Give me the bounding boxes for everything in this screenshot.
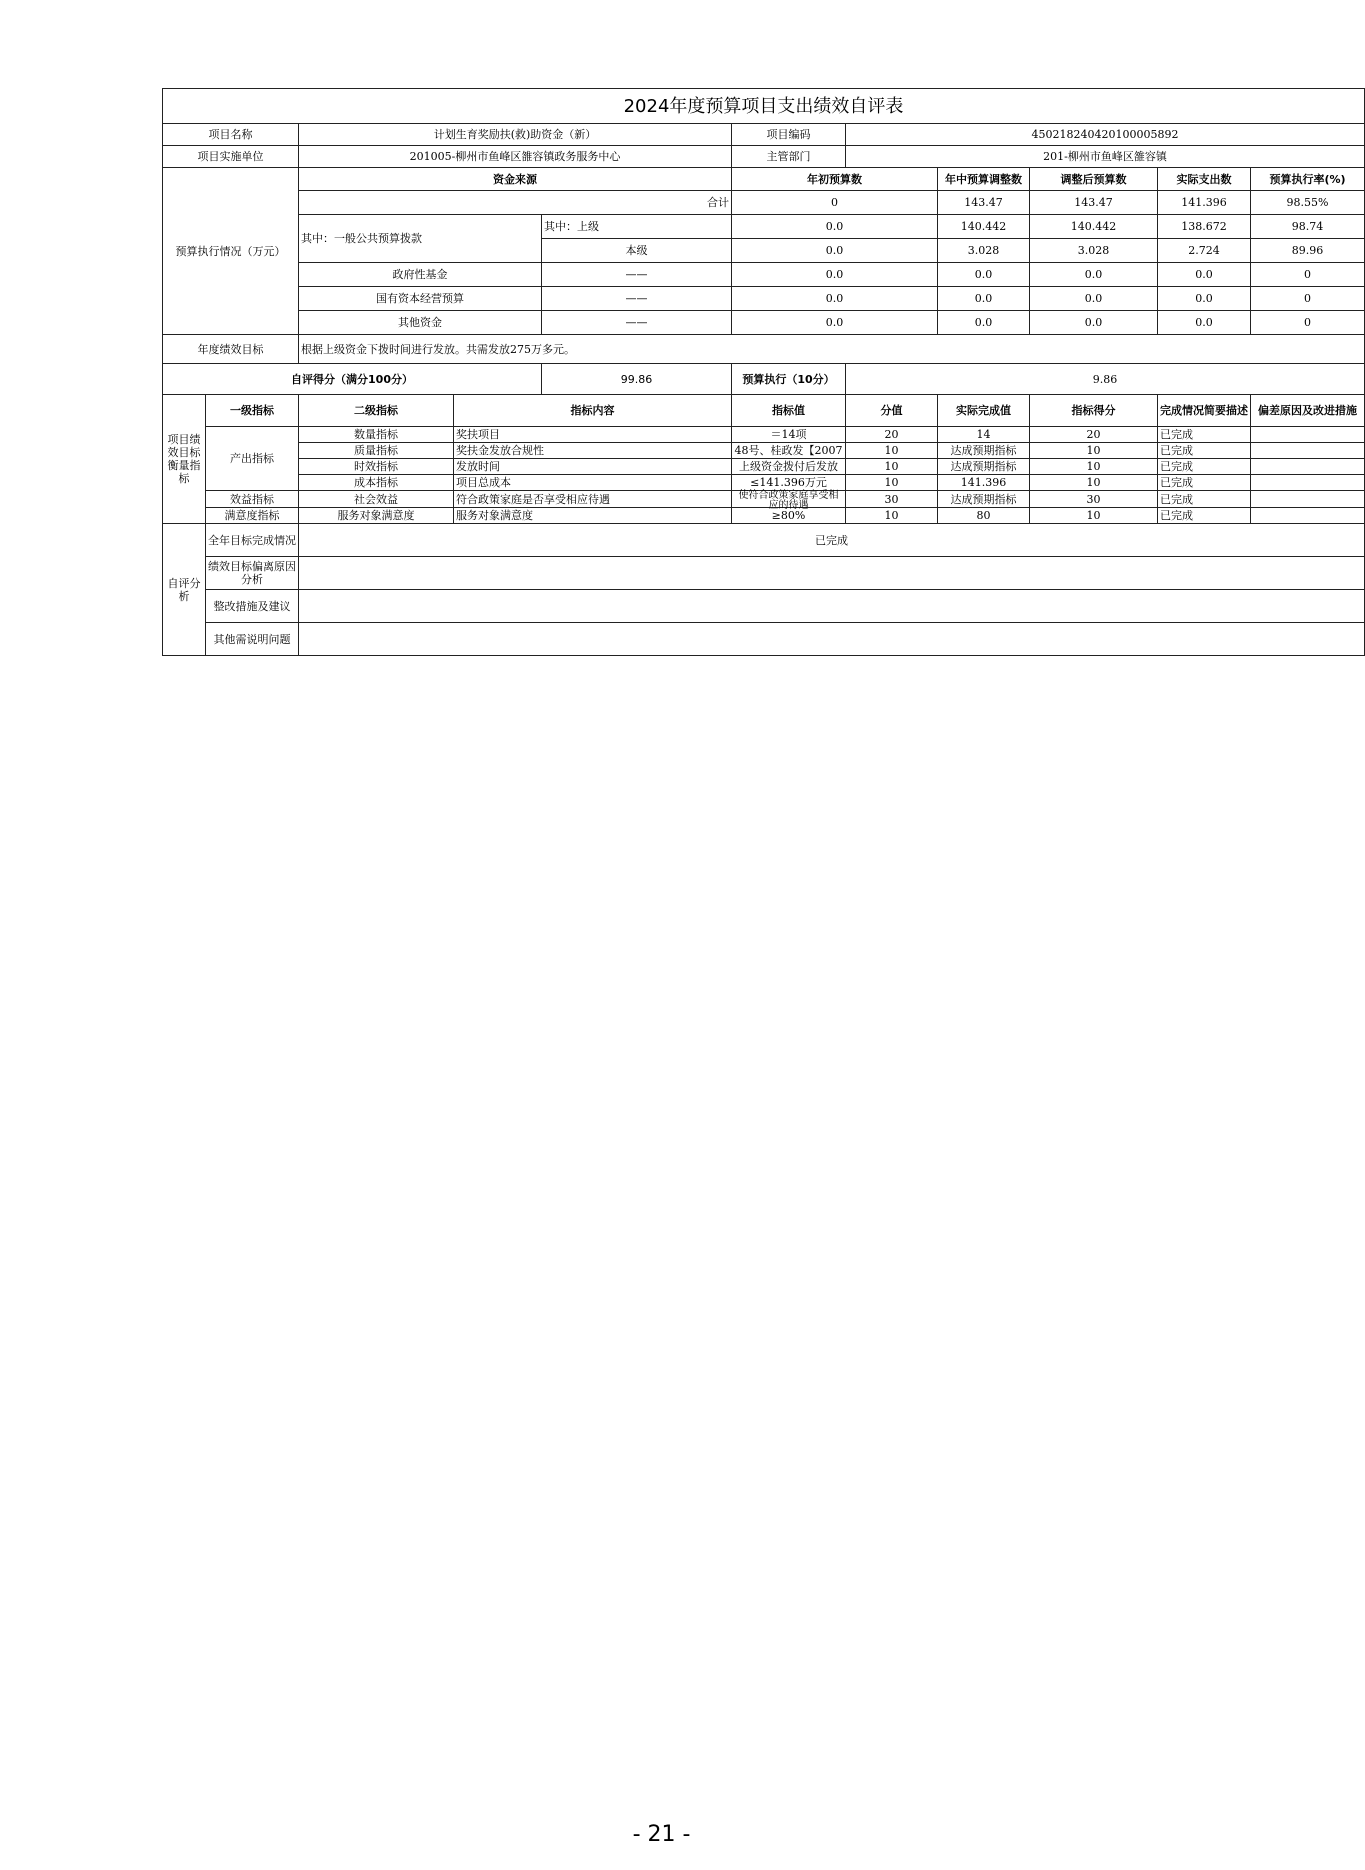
table-row-weight: 10 <box>846 443 938 459</box>
other-fund-mid: 0.0 <box>938 311 1030 335</box>
table-row-score: 20 <box>1030 427 1158 443</box>
local-initial: 0.0 <box>732 239 938 263</box>
upper-rate: 98.74 <box>1251 215 1365 239</box>
benefit-actual: 达成预期指标 <box>938 491 1030 508</box>
satisfaction-target: ≥80% <box>732 508 846 524</box>
upper-adjusted: 140.442 <box>1030 215 1158 239</box>
table-row-reason <box>1251 427 1365 443</box>
analysis-row-label: 绩效目标偏离原因分析 <box>206 557 299 590</box>
annual-goal-label: 年度绩效目标 <box>163 335 299 364</box>
table-row-score: 10 <box>1030 459 1158 475</box>
output-indicator-label: 产出指标 <box>206 427 299 491</box>
satisfaction-score: 10 <box>1030 508 1158 524</box>
table-row-actual: 14 <box>938 427 1030 443</box>
local-label: 本级 <box>542 239 732 263</box>
table-row-target: 48号、桂政发【2007 <box>732 443 846 459</box>
satisfaction-weight: 10 <box>846 508 938 524</box>
table-row-weight: 20 <box>846 427 938 443</box>
upper-actual: 138.672 <box>1158 215 1251 239</box>
benefit-reason <box>1251 491 1365 508</box>
benefit-target <box>732 490 846 511</box>
analysis-row-value <box>299 590 1365 623</box>
table-title: 2024年度预算项目支出绩效自评表 <box>163 89 1365 124</box>
analysis-row-label: 全年目标完成情况 <box>206 524 299 557</box>
state-capital-mid: 0.0 <box>938 287 1030 311</box>
satisfaction-level1: 满意度指标 <box>206 508 299 524</box>
local-actual: 2.724 <box>1158 239 1251 263</box>
satisfaction-desc: 已完成 <box>1158 508 1251 524</box>
table-row-content: 奖扶项目 <box>454 427 732 443</box>
table-row-score: 10 <box>1030 475 1158 491</box>
table-row-level2: 成本指标 <box>299 475 454 491</box>
unit-label: 项目实施单位 <box>163 146 299 168</box>
benefit-content: 符合政策家庭是否享受相应待遇 <box>454 491 732 508</box>
indicator-section-label: 项目绩效目标衡量指标 <box>163 395 206 524</box>
project-name: 计划生育奖励扶(救)助资金（新） <box>299 124 732 146</box>
other-fund-label: 其他资金 <box>299 311 542 335</box>
annual-goal-text: 根据上级资金下拨时间进行发放。共需发放275万多元。 <box>299 335 1365 364</box>
gov-fund-rate: 0 <box>1251 263 1365 287</box>
state-capital-dash: —— <box>542 287 732 311</box>
satisfaction-actual: 80 <box>938 508 1030 524</box>
project-code: 450218240420100005892 <box>846 124 1365 146</box>
table-row-reason <box>1251 443 1365 459</box>
table-row-level2: 时效指标 <box>299 459 454 475</box>
benefit-level2: 社会效益 <box>299 491 454 508</box>
other-fund-initial: 0.0 <box>732 311 938 335</box>
state-capital-initial: 0.0 <box>732 287 938 311</box>
other-fund-actual: 0.0 <box>1158 311 1251 335</box>
total-rate: 98.55% <box>1251 191 1365 215</box>
unit-value: 201005-柳州市鱼峰区雒容镇政务服务中心 <box>299 146 732 168</box>
analysis-row-label: 整改措施及建议 <box>206 590 299 623</box>
table-row-desc: 已完成 <box>1158 475 1251 491</box>
total-actual: 141.396 <box>1158 191 1251 215</box>
header-score: 指标得分 <box>1030 395 1158 427</box>
header-actual-value: 实际完成值 <box>938 395 1030 427</box>
state-capital-label: 国有资本经营预算 <box>299 287 542 311</box>
table-row-actual: 141.396 <box>938 475 1030 491</box>
header-level2: 二级指标 <box>299 395 454 427</box>
satisfaction-level2: 服务对象满意度 <box>299 508 454 524</box>
table-row-weight: 10 <box>846 475 938 491</box>
benefit-level1: 效益指标 <box>206 491 299 508</box>
gov-fund-initial: 0.0 <box>732 263 938 287</box>
table-row-target: ＝14项 <box>732 427 846 443</box>
page-number: - 21 - <box>632 1822 691 1847</box>
table-row-content: 发放时间 <box>454 459 732 475</box>
table-row-reason <box>1251 475 1365 491</box>
satisfaction-reason <box>1251 508 1365 524</box>
header-weight: 分值 <box>846 395 938 427</box>
table-row-target: 上级资金拨付后发放 <box>732 459 846 475</box>
self-score-label: 自评得分（满分100分） <box>163 364 542 395</box>
other-fund-adjusted: 0.0 <box>1030 311 1158 335</box>
table-row-weight: 10 <box>846 459 938 475</box>
self-score-value: 99.86 <box>542 364 732 395</box>
dept-label: 主管部门 <box>732 146 846 168</box>
header-target: 指标值 <box>732 395 846 427</box>
table-row-content: 奖扶金发放合规性 <box>454 443 732 459</box>
table-row-level2: 质量指标 <box>299 443 454 459</box>
local-mid: 3.028 <box>938 239 1030 263</box>
gov-fund-adjusted: 0.0 <box>1030 263 1158 287</box>
header-mid-adjust: 年中预算调整数 <box>938 168 1030 191</box>
state-capital-adjusted: 0.0 <box>1030 287 1158 311</box>
table-row-reason <box>1251 459 1365 475</box>
state-capital-rate: 0 <box>1251 287 1365 311</box>
gov-fund-dash: —— <box>542 263 732 287</box>
gov-fund-mid: 0.0 <box>938 263 1030 287</box>
header-reason: 偏差原因及改进措施 <box>1251 395 1365 427</box>
gov-fund-actual: 0.0 <box>1158 263 1251 287</box>
upper-initial: 0.0 <box>732 215 938 239</box>
analysis-row-value <box>299 623 1365 656</box>
satisfaction-content: 服务对象满意度 <box>454 508 732 524</box>
budget-section-label: 预算执行情况（万元） <box>163 168 299 335</box>
total-adjusted: 143.47 <box>1030 191 1158 215</box>
upper-mid: 140.442 <box>938 215 1030 239</box>
local-adjusted: 3.028 <box>1030 239 1158 263</box>
table-row-desc: 已完成 <box>1158 459 1251 475</box>
upper-label: 其中：上级 <box>542 215 732 239</box>
exec-score-value: 9.86 <box>846 364 1365 395</box>
table-row-desc: 已完成 <box>1158 443 1251 459</box>
header-source: 资金来源 <box>299 168 732 191</box>
total-mid: 143.47 <box>938 191 1030 215</box>
other-fund-rate: 0 <box>1251 311 1365 335</box>
project-code-label: 项目编码 <box>732 124 846 146</box>
analysis-row-value <box>299 557 1365 590</box>
header-adjusted: 调整后预算数 <box>1030 168 1158 191</box>
header-initial: 年初预算数 <box>732 168 938 191</box>
total-initial: 0 <box>732 191 938 215</box>
benefit-score: 30 <box>1030 491 1158 508</box>
header-content: 指标内容 <box>454 395 732 427</box>
performance-evaluation-table <box>162 88 1365 656</box>
exec-score-label: 预算执行（10分） <box>732 364 846 395</box>
benefit-desc: 已完成 <box>1158 491 1251 508</box>
header-rate: 预算执行率(%) <box>1251 168 1365 191</box>
benefit-target-text: 使符合政策家庭享受相应的待遇 <box>738 490 839 511</box>
table-row-target: ≤141.396万元 <box>732 475 846 491</box>
table-row-actual: 达成预期指标 <box>938 443 1030 459</box>
total-label: 合计 <box>299 191 732 215</box>
dept-value: 201-柳州市鱼峰区雒容镇 <box>846 146 1365 168</box>
table-row-score: 10 <box>1030 443 1158 459</box>
general-budget-label: 其中：一般公共预算拨款 <box>299 215 542 263</box>
state-capital-actual: 0.0 <box>1158 287 1251 311</box>
table-row-desc: 已完成 <box>1158 427 1251 443</box>
local-rate: 89.96 <box>1251 239 1365 263</box>
other-fund-dash: —— <box>542 311 732 335</box>
gov-fund-label: 政府性基金 <box>299 263 542 287</box>
analysis-section-label: 自评分析 <box>163 524 206 656</box>
table-row-content: 项目总成本 <box>454 475 732 491</box>
header-actual: 实际支出数 <box>1158 168 1251 191</box>
header-level1: 一级指标 <box>206 395 299 427</box>
analysis-row-value: 已完成 <box>299 524 1365 557</box>
benefit-weight: 30 <box>846 491 938 508</box>
project-name-label: 项目名称 <box>163 124 299 146</box>
table-row-level2: 数量指标 <box>299 427 454 443</box>
table-row-actual: 达成预期指标 <box>938 459 1030 475</box>
header-desc: 完成情况简要描述 <box>1158 395 1251 427</box>
analysis-row-label: 其他需说明问题 <box>206 623 299 656</box>
